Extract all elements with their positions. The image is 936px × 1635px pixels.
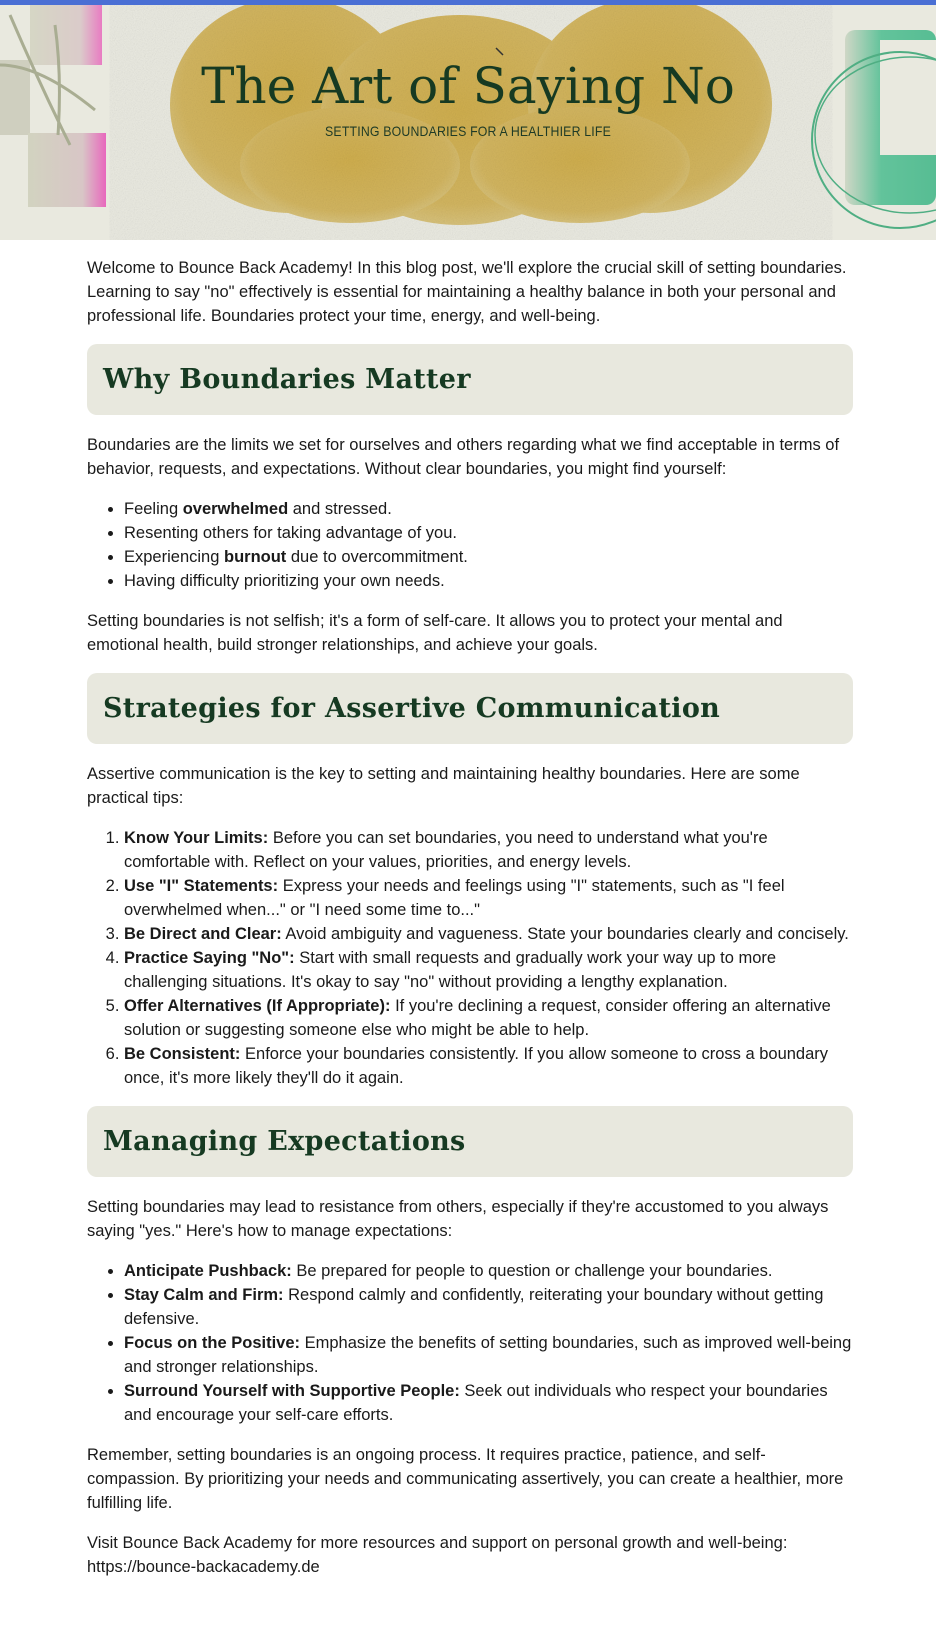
list-item: 5. Offer Alternatives (If Appropriate): If you're declining a request, consider offering an alternative solution or suggesting someone else who might be able to help. [124,994,853,1042]
list-item: 1. Know Your Limits: Before you can set boundaries, you need to understand what you're comfortable with. Reflect on your values, priorities, and energy levels. [124,826,853,874]
list-item: • Surround Yourself with Supportive People: Seek out individuals who respect your boundaries and encourage your self-care efforts. [124,1379,853,1427]
paragraph: Setting boundaries may lead to resistance from others, especially if they're accustomed to you always saying "yes." Here's how to manage expectations: [87,1198,829,1240]
page-subtitle: SETTING BOUNDARIES FOR A HEALTHIER LIFE [325,123,611,139]
list-item: 6. Be Consistent: Enforce your boundaries consistently. If you allow someone to cross a boundary once, it's more likely they'll do it again. [124,1042,853,1090]
intro-paragraph: Welcome to Bounce Back Academy! In this blog post, we'll explore the crucial skill of setting boundaries. Learning to say "no" effectively is essential for maintaining a healthy balance in both your personal and professional life. Boundaries protect your time, energy, and well-being. [87,259,847,325]
paragraph: Assertive communication is the key to setting and maintaining healthy boundaries. Here are some practical tips: [87,765,800,807]
section-heading: Managing Expectations [103,1125,466,1157]
list-item: • Experiencing burnout due to overcommitment. [124,545,853,569]
list-item: 2. Use "I" Statements: Express your needs and feelings using "I" statements, such as "I feel overwhelmed when..." or "I need some time to..." [124,874,853,922]
section-header-why-boundaries [87,344,853,415]
list-item: 4. Practice Saying "No": Start with small requests and gradually work your way up to more challenging situations. It's okay to say "no" without providing a lengthy explanation. [124,946,853,994]
list-item: 3. Be Direct and Clear: Avoid ambiguity and vagueness. State your boundaries clearly and concisely. [124,922,853,946]
bullet-list [87,497,853,593]
bullet-list [87,1259,853,1427]
closing-paragraph: Visit Bounce Back Academy for more resources and support on personal growth and well-being: https://bounce-backacademy.de [87,1534,788,1576]
article-body [87,256,853,1595]
hero-banner [0,5,936,240]
list-item: • Feeling overwhelmed and stressed. [124,497,853,521]
list-item: • Resenting others for taking advantage of you. [124,521,853,545]
paragraph: Setting boundaries is not selfish; it's a form of self-care. It allows you to protect your mental and emotional health, build stronger relationships, and achieve your goals. [87,612,783,654]
list-item: • Stay Calm and Firm: Respond calmly and confidently, reiterating your boundary without getting defensive. [124,1283,853,1331]
section-header-managing-expectations [87,1106,853,1177]
paragraph: Remember, setting boundaries is an ongoing process. It requires practice, patience, and self-compassion. By prioritizing your needs and communicating assertively, you can create a healthier, more fulfilling life. [87,1446,844,1512]
numbered-list [87,826,853,1090]
section-header-strategies [87,673,853,744]
list-item: • Anticipate Pushback: Be prepared for people to question or challenge your boundaries. [124,1259,853,1283]
section-heading: Why Boundaries Matter [103,363,471,395]
list-item: • Focus on the Positive: Emphasize the benefits of setting boundaries, such as improved well-being and stronger relationships. [124,1331,853,1379]
section-heading: Strategies for Assertive Communication [103,692,721,724]
paragraph: Boundaries are the limits we set for ourselves and others regarding what we find acceptable in terms of behavior, requests, and expectations. Without clear boundaries, you might find yourself: [87,436,840,478]
page-title: The Art of Saying No [201,57,735,115]
list-item: • Having difficulty prioritizing your own needs. [124,569,853,593]
